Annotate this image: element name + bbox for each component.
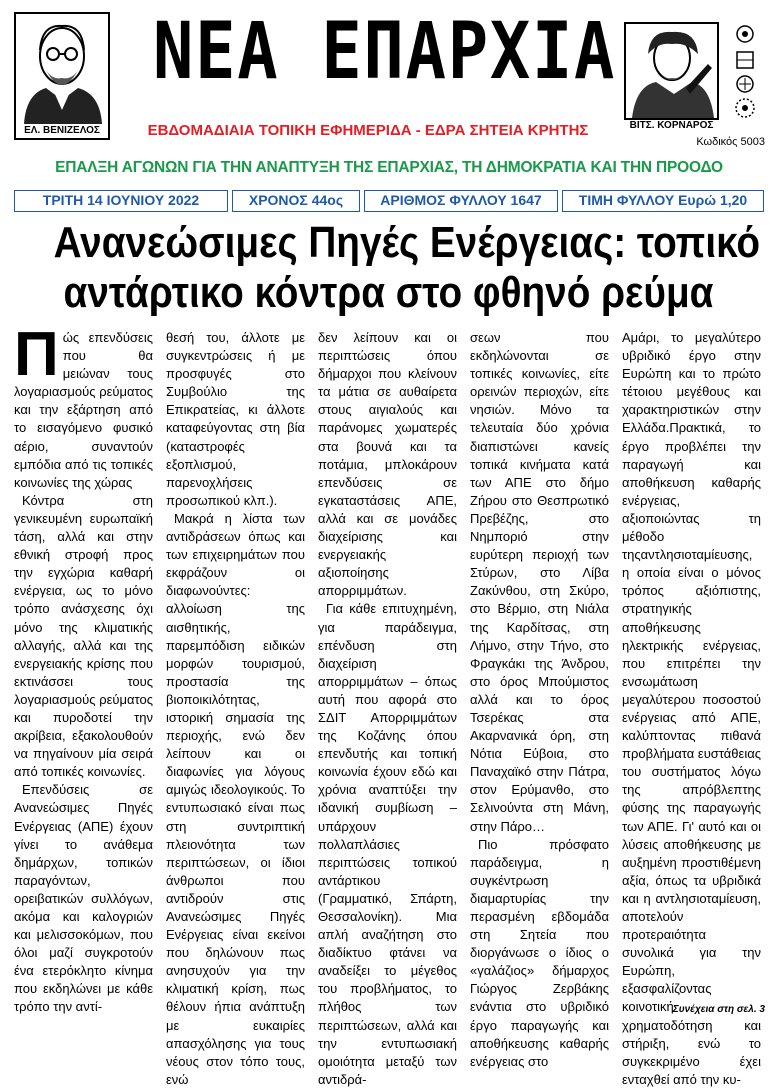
continued-note: Συνέχεια στη σελ. 3 (672, 1004, 765, 1015)
article-headline (8, 218, 769, 318)
article-column-5 (622, 329, 761, 1089)
venizelos-portrait (14, 12, 110, 140)
article-paragraph: δεν λείπουν και οι περιπτώσεις όπου δήμαρχοι που κλείνουν τα μάτια σε αυθαίρετα στους αιγιαλούς και παράνομες χωματερές στα βουνά και τα ποτάμια, μπλοκάρουν επενδύσεις σε εγκαταστάσεις ΑΠΕ, αλλά και σε μονάδες διαχείρισης και ενεργειακής αξιοποίησης απορριμμάτων. (318, 330, 457, 599)
article-paragraph: Πώς επενδύσεις που θα μειώναν τους λογαριασμούς ρεύματος και την εξάρτηση από το εισαγόμενο φυσικό αέριο, συναντούν εμπόδια από τις τοπικές κοινωνίες της χώρας (14, 320, 153, 490)
drop-cap: Π (14, 320, 59, 389)
article-paragraph: σεων που εκδηλώνονται σε τοπικές κοινωνίες, είτε ορεινών περιοχών, είτε νησιών. Μόνο τα τελευταία δύο χρόνια διαπιστώνει κανείς τοπικά κινήματα κατά των ΑΠΕ στο δήμο Ζήρου στο Θεσπρωτικό Πρεβέζης, στο Νημποριό στην ευρύτερη περιοχή των Στύρων, στο Λίβα Ζακύνθου, στη Σκύρο, στο Βέρμιο, στη Νιάλα της Καρδίτσας, στη Λήμνο, στην Τήνο, στο Φραγκάκι της Άνδρου, στο όρος Μπούμιστος αλλά και το όρος Τσερέκας στα Ακαρνανικά όρη, στη Νότια Εύβοια, στο Παναχαϊκό στην Πάτρα, στον Ερύμανθο, στο Σελινούντα στη Μάνη, στην Πάρο… (470, 330, 609, 834)
article-paragraph: Μακρά η λίστα των αντιδράσεων όπως και των επιχειρημάτων που εκφράζουν οι διαφωνούντες: αλλοίωση της αισθητικής, παρεμπόδιση ειδικών μορφών τουρισμού, προστασία της βιοποικιλότητας, ιστορική σημασία της περιοχής, ενώ δεν λείπουν και οι διαφωνίες για λόγους αμιγώς ιδεολογικούς. Το εντυπωσιακό είναι πως στη συντριπτική πλειονότητα των περιπτώσεων, οι ίδιοι άνθρωποι που αντιδρούν στις Ανανεώσιμες Πηγές Ενέργειας είναι εκείνοι που δηλώνουν πως ανησυχούν για την κλιματική κρίση, πως θέλουν ήπια ανάπτυξη με ευκαιρίες απασχόλησης για τους νέους στον τόπο τους, ενώ (166, 510, 305, 1087)
article-column-4 (470, 329, 609, 1071)
issue-number: ΑΡΙΘΜΟΣ ΦΥΛΛΟΥ 1647 (364, 190, 558, 212)
issue-date: ΤΡΙΤΗ 14 ΙΟΥΝΙΟΥ 2022 (14, 190, 228, 212)
kornaros-portrait (624, 22, 719, 120)
newspaper-subtitle: ΕΒΔΟΜΑΔΙΑΙΑ ΤΟΠΙΚΗ ΕΦΗΜΕΡΙΔΑ - ΕΔΡΑ ΣΗΤΕΙΑ ΚΡΗΤΗΣ (147, 122, 589, 139)
article-column-2 (166, 329, 305, 1089)
newspaper-title: ΝΕΑ ΕΠΑΡΧΙΑ (153, 7, 617, 97)
right-portrait-caption: ΒΙΤΣ. ΚΟΡΝΑΡΟΣ (629, 120, 714, 131)
headline-line-1: Ανανεώσιμες Πηγές Ενέργειας: τοπικό (53, 218, 761, 267)
article-paragraph: θεσή του, άλλοτε με συγκεντρώσεις ή με προσφυγές στο Συμβούλιο της Επικρατείας, κι άλλοτε καταφεύγοντας στη βία (καταστροφές εξοπλισμού, παρενοχλήσεις προσωπικού κλπ.). (166, 330, 305, 508)
product-code: Κωδικός 5003 (696, 136, 765, 148)
kornaros-illustration-icon (626, 24, 717, 118)
portrait-illustration-icon (16, 14, 108, 124)
headline-line-2: αντάρτικο κόντρα στο φθηνό ρεύμα (63, 268, 714, 317)
emblem-icon (726, 22, 764, 120)
issue-price: ΤΙΜΗ ΦΥΛΛΟΥ Ευρώ 1,20 (562, 190, 764, 212)
article-paragraph: Επενδύσεις σε Ανανεώσιμες Πηγές Ενέργειας (ΑΠΕ) έχουν γίνει το ανάθεμα δημάρχων, τοπικών παραγόντων, ορειβατικών συλλόγων, ακόμα και καλογριών και μελισσοκόμων, που όλοι μαζί συγκροτούν ένα ετερόκλητο κίνημα που εκδηλώνει με κάθε τρόπο την αντί- (14, 782, 153, 1015)
slogan: ΕΠΑΛΞΗ ΑΓΩΝΩΝ ΓΙΑ ΤΗΝ ΑΝΑΠΤΥΞΗ ΤΗΣ ΕΠΑΡΧΙΑΣ, ΤΗ ΔΗΜΟΚΡΑΤΙΑ ΚΑΙ ΤΗΝ ΠΡΟΟΔΟ (55, 159, 723, 176)
article-paragraph: Για κάθε επιτυχημένη, για παράδειγμα, επένδυση στη διαχείριση απορριμμάτων – όπως αυτή που αφορά στο ΣΔΙΤ Απορριμμάτων της Κοζάνης όπου επενδυτής και τοπική κοινωνία έχουν εδώ και χρόνια αναπτύξει την ιδανική συμβίωση – υπάρχουν πολλαπλάσιες περιπτώσεις τοπικού αντάρτικου (Γραμματικό, Σπάρτη, Θεσσαλονίκη). Μια απλή αναζήτηση στο διαδίκτυο φτάνει να αναδείξει το μέγεθος του προβλήματος, το πλήθος των περιπτώσεων, αλλά και την εντυπωσιακή ομοιότητα μεταξύ των αντιδρά- (318, 601, 457, 1087)
article-column-3 (318, 329, 457, 1089)
issue-info-bar (14, 190, 764, 212)
issue-year: ΧΡΟΝΟΣ 44ος (232, 190, 360, 212)
article-paragraph: Κόντρα στη γενικευμένη ευρωπαϊκή τάση, αλλά και στην εθνική στροφή προς την εγχώρια καθαρή ενέργεια, ως το μόνο τρόπο ανάσχεσης όχι μόνο της κλιματικής αλλαγής, αλλά και της ενεργειακής κρίσης που εκτινάσσει τους λογαριασμούς ρεύματος και πυροδοτεί την ακρίβεια, εξακολουθούν να πηγαίνουν μία σειρά από τοπικές κοινωνίες. (14, 492, 153, 780)
article-paragraph: Αμάρι, το μεγαλύτερο υβριδικό έργο στην Ευρώπη και το πρώτο τέτοιου μεγέθους και χαρακτηριστικών στην Ελλάδα.Πρακτικά, το έργο προβλέπει την παραγωγή και αποθήκευση καθαρής ενέργειας, αξιοποιώντας τη μέθοδο τηςαντλησιοταμίευσης, η οποία είναι ο μόνος τρόπος αξιόπιστης, στρατηγικής αποθήκευσης ηλεκτρικής ενέργειας, που επιτρέπει την ενσωμάτωση μεγαλύτερου ποσοστού ενέργειας από ΑΠΕ, καλύπτοντας πιθανά προβλήματα ευστάθειας του συστήματος λόγω της απρόβλεπτης φύσης της παραγωγής των ΑΠΕ. Γι' αυτό και οι λύσεις αποθήκευσης με αυξημένη προστιθέμενη αξία, όπως τα υβριδικά και η αντλησιοταμίευση, αποτελούν προτεραιότητα συνολικά για την Ευρώπη, εξασφαλίζοντας κοινοτική χρηματοδότηση και στήριξη, ενώ το συγκεκριμένο έχει ενταχθεί από την κυ- (622, 330, 761, 1087)
article-column-1 (14, 320, 153, 1017)
decorative-emblems (726, 22, 764, 120)
left-portrait-caption: ΕΛ. ΒΕΝΙΖΕΛΟΣ (24, 125, 100, 136)
article-paragraph: Πιο πρόσφατο παράδειγμα, η συγκέντρωση διαμαρτυρίας την περασμένη εβδομάδα στη Σητεία που διοργάνωσε ο ίδιος ο «γαλάζιος» δήμαρχος Γιώργος Ζερβάκης ενάντια στο υβριδικό έργο παραγωγής και αποθήκευσης καθαρής ενέργειας στο (470, 836, 609, 1069)
